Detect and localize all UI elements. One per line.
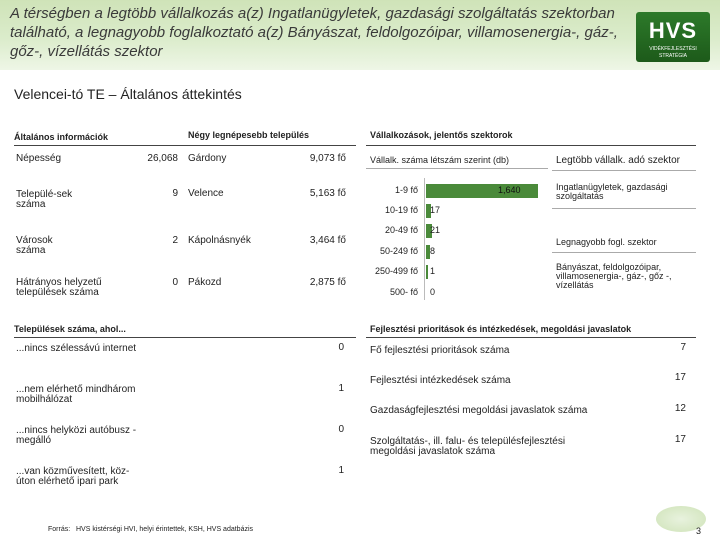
top-settlements-rule bbox=[184, 145, 356, 146]
settlement-population: 5,163 fő bbox=[309, 188, 346, 199]
settlement-name: Gárdony bbox=[188, 153, 227, 164]
priorities-heading: Fejlesztési prioritások és intézkedések, megoldási javaslatok bbox=[370, 324, 632, 334]
band-bar bbox=[426, 184, 538, 198]
priority-label: Fejlesztési intézkedések száma bbox=[370, 375, 511, 386]
most-tax-sector-value: Ingatlanügyletek, gazdasági szolgáltatás bbox=[556, 182, 668, 201]
general-info-value: 9 bbox=[172, 188, 178, 199]
priority-value: 17 bbox=[674, 372, 686, 383]
page-number: 3 bbox=[696, 526, 702, 536]
band-value: 21 bbox=[430, 225, 441, 235]
band-label: 20-49 fő bbox=[384, 225, 418, 235]
general-info-label: Városok száma bbox=[16, 235, 53, 256]
general-info-label: Hátrányos helyzetű települések száma bbox=[16, 277, 102, 298]
logo-text: HVS bbox=[648, 18, 698, 43]
general-info-value: 26,068 bbox=[147, 153, 178, 164]
priority-label: Fő fejlesztési prioritások száma bbox=[370, 345, 510, 356]
general-info-label: Települé-sek száma bbox=[16, 189, 73, 210]
band-value: 8 bbox=[430, 246, 436, 256]
settlement-population: 2,875 fő bbox=[309, 277, 346, 288]
priority-label: Gazdaságfejlesztési megoldási javaslatok száma bbox=[370, 405, 588, 416]
largest-employer-value: Bányászat, feldolgozóipar, villamosenergia-, gáz-, gőz -, vízellátás bbox=[556, 262, 672, 290]
settlement-condition-value: 0 bbox=[338, 424, 344, 435]
hvs-logo bbox=[636, 12, 710, 62]
band-value: 1 bbox=[430, 266, 436, 276]
settlement-condition-label: ...nem elérhető mindhárom mobilhálózat bbox=[16, 384, 136, 405]
priority-value: 7 bbox=[680, 342, 686, 353]
sector-rule bbox=[552, 170, 696, 171]
band-label: 500- fő bbox=[389, 287, 418, 297]
settlement-condition-value: 1 bbox=[338, 383, 344, 394]
band-value: 1,640 bbox=[498, 185, 521, 195]
band-label: 250-499 fő bbox=[374, 266, 418, 276]
settlement-condition-label: ...nincs szélessávú internet bbox=[16, 343, 137, 354]
settlement-condition-label: ...nincs helyközi autóbusz -megálló bbox=[16, 425, 137, 446]
band-value: 17 bbox=[430, 205, 441, 215]
page-title: Velencei-tó TE – Általános áttekintés bbox=[14, 86, 242, 102]
largest-employer-label: Legnagyobb fogl. szektor bbox=[556, 237, 657, 247]
chart-title-rule bbox=[366, 168, 548, 169]
general-info-label: Népesség bbox=[16, 153, 62, 164]
band-label: 10-19 fő bbox=[384, 205, 418, 215]
footer-source: Forrás: HVS kistérségi HVI, helyi érintettek, KSH, HVS adatbázis bbox=[48, 526, 254, 533]
priority-label: Szolgáltatás-, ill. falu- és településfejlesztési megoldási javaslatok száma bbox=[370, 436, 566, 457]
band-label: 50-249 fő bbox=[379, 246, 418, 256]
general-info-value: 2 bbox=[172, 235, 178, 246]
settlement-population: 9,073 fő bbox=[309, 153, 346, 164]
logo-subtitle: VIDÉKFEJLESZTÉSI STRATÉGIA bbox=[649, 46, 697, 59]
enterprise-chart-title: Vállalk. száma létszám szerint (db) bbox=[370, 155, 510, 165]
general-info-heading: Általános információk bbox=[14, 132, 109, 142]
settlements-count-heading: Települések száma, ahol... bbox=[14, 324, 126, 334]
enterprises-heading: Vállalkozások, jelentős szektorok bbox=[370, 130, 513, 140]
sector-rule bbox=[552, 252, 696, 253]
settlement-name: Pákozd bbox=[188, 277, 222, 288]
band-bar bbox=[426, 265, 428, 279]
settlement-name: Velence bbox=[188, 188, 224, 199]
settlements-count-rule bbox=[14, 337, 356, 338]
enterprises-rule bbox=[366, 145, 696, 146]
settlement-condition-value: 0 bbox=[338, 342, 344, 353]
headline: A térségben a legtöbb vállalkozás a(z) Ingatlanügyletek, gazdasági szolgáltatás szektorban található, a legnagyobb foglalkoztató a(z) Bányászat, feldolgozóipar, villamosenergia-, gáz-, gőz-, vízellátás szektor bbox=[10, 5, 618, 60]
band-label: 1-9 fő bbox=[394, 185, 418, 195]
priority-value: 12 bbox=[674, 403, 686, 414]
priority-value: 17 bbox=[674, 434, 686, 445]
top-settlements-heading: Négy legnépesebb település bbox=[188, 130, 310, 140]
general-info-rule bbox=[14, 145, 184, 146]
sector-rule bbox=[552, 208, 696, 209]
general-info-value: 0 bbox=[172, 277, 178, 288]
settlement-condition-label: ...van közművesített, köz-úton elérhető ipari park bbox=[16, 466, 130, 487]
priorities-rule bbox=[366, 337, 696, 338]
settlement-population: 3,464 fő bbox=[309, 235, 346, 246]
settlement-name: Kápolnásnyék bbox=[188, 235, 251, 246]
settlement-condition-value: 1 bbox=[338, 465, 344, 476]
most-tax-sector-label: Legtöbb vállalk. adó szektor bbox=[556, 155, 680, 166]
band-value: 0 bbox=[430, 287, 436, 297]
